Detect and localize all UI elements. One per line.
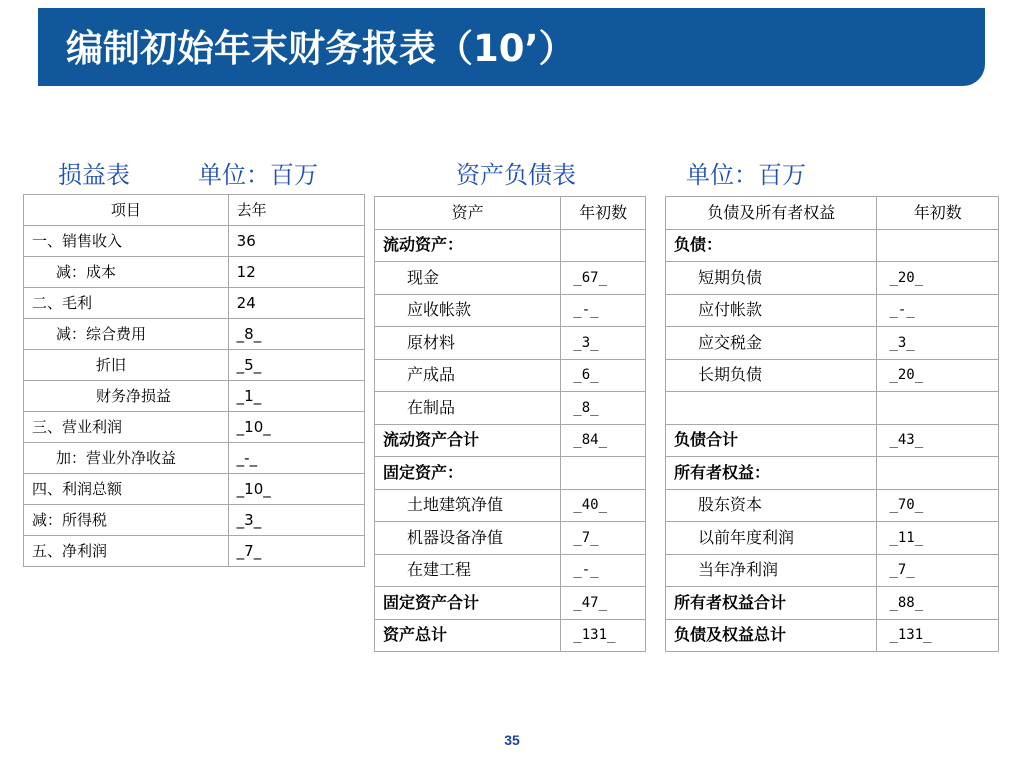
- table-header-row: [24, 195, 365, 226]
- row-label: 长期负债: [666, 359, 877, 392]
- row-label: 在建工程: [375, 554, 561, 587]
- row-label: 短期负债: [666, 262, 877, 295]
- table-row: [375, 262, 646, 295]
- row-label: 产成品: [375, 359, 561, 392]
- table-row: [666, 392, 999, 425]
- table-row: [24, 257, 365, 288]
- table-row: [666, 587, 999, 620]
- table-row: [666, 554, 999, 587]
- row-label: 所有者权益：: [666, 457, 877, 490]
- row-value: [877, 229, 999, 262]
- row-value: _131_: [561, 619, 646, 652]
- row-value: [561, 457, 646, 490]
- table-row: [375, 294, 646, 327]
- column-header: 负债及所有者权益: [666, 197, 877, 230]
- table-row: [24, 381, 365, 412]
- income-table: [23, 194, 365, 567]
- row-label: 加：营业外净收益: [24, 443, 229, 474]
- table-row: [24, 226, 365, 257]
- table-row: [375, 587, 646, 620]
- row-label: 资产总计: [375, 619, 561, 652]
- row-value: [877, 392, 999, 425]
- table-row: [375, 457, 646, 490]
- row-label: 在制品: [375, 392, 561, 425]
- table-row: [666, 229, 999, 262]
- row-value: _-_: [877, 294, 999, 327]
- table-row: [24, 350, 365, 381]
- row-value: _20_: [877, 359, 999, 392]
- row-value: _8_: [561, 392, 646, 425]
- row-label: 四、利润总额: [24, 474, 229, 505]
- table-row: [666, 327, 999, 360]
- row-label: 股东资本: [666, 489, 877, 522]
- table-row: [666, 359, 999, 392]
- table-row: [666, 262, 999, 295]
- table-row: [375, 554, 646, 587]
- row-value: 12: [228, 257, 364, 288]
- balance-unit: 单位：百万: [686, 161, 806, 189]
- row-label: 折旧: [24, 350, 229, 381]
- row-value: _6_: [561, 359, 646, 392]
- row-value: _3_: [877, 327, 999, 360]
- column-header: 去年: [228, 195, 364, 226]
- table-row: [24, 319, 365, 350]
- row-value: 24: [228, 288, 364, 319]
- row-value: _67_: [561, 262, 646, 295]
- row-label: 原材料: [375, 327, 561, 360]
- row-value: 36: [228, 226, 364, 257]
- table-row: [24, 412, 365, 443]
- row-label: 财务净损益: [24, 381, 229, 412]
- row-value: _84_: [561, 424, 646, 457]
- column-header: 年初数: [877, 197, 999, 230]
- table-row: [666, 424, 999, 457]
- row-label: 负债：: [666, 229, 877, 262]
- row-value: _3_: [228, 505, 364, 536]
- table-row: [375, 359, 646, 392]
- row-label: 负债合计: [666, 424, 877, 457]
- row-value: _7_: [877, 554, 999, 587]
- table-row: [375, 327, 646, 360]
- table-row: [666, 294, 999, 327]
- table-row: [375, 489, 646, 522]
- row-label: 减：成本: [24, 257, 229, 288]
- page-number: 35: [504, 732, 520, 748]
- row-value: _7_: [228, 536, 364, 567]
- table-row: [375, 619, 646, 652]
- row-value: _-_: [561, 554, 646, 587]
- table-row: [666, 619, 999, 652]
- row-value: _3_: [561, 327, 646, 360]
- row-label: 现金: [375, 262, 561, 295]
- table-header-row: [375, 197, 646, 230]
- row-label: 机器设备净值: [375, 522, 561, 555]
- row-label: 固定资产合计: [375, 587, 561, 620]
- column-header: 资产: [375, 197, 561, 230]
- table-row: [24, 505, 365, 536]
- row-value: _5_: [228, 350, 364, 381]
- row-value: _-_: [228, 443, 364, 474]
- balance-heading: 资产负债表: [456, 161, 576, 189]
- row-label: 三、营业利润: [24, 412, 229, 443]
- row-label: 流动资产：: [375, 229, 561, 262]
- table-row: [24, 443, 365, 474]
- row-value: _11_: [877, 522, 999, 555]
- column-header: 项目: [24, 195, 229, 226]
- row-value: _8_: [228, 319, 364, 350]
- row-label: 以前年度利润: [666, 522, 877, 555]
- row-label: 减：所得税: [24, 505, 229, 536]
- table-row: [375, 522, 646, 555]
- table-row: [24, 536, 365, 567]
- column-header: 年初数: [561, 197, 646, 230]
- row-label: 应付帐款: [666, 294, 877, 327]
- table-row: [375, 392, 646, 425]
- table-row: [24, 288, 365, 319]
- title-bar: [38, 8, 985, 86]
- liabilities-table: [665, 196, 999, 652]
- row-value: _88_: [877, 587, 999, 620]
- row-value: _47_: [561, 587, 646, 620]
- row-value: _70_: [877, 489, 999, 522]
- row-value: _40_: [561, 489, 646, 522]
- row-label: 应收帐款: [375, 294, 561, 327]
- row-value: _1_: [228, 381, 364, 412]
- row-label: 流动资产合计: [375, 424, 561, 457]
- table-row: [666, 489, 999, 522]
- table-row: [375, 229, 646, 262]
- income-unit: 单位：百万: [198, 161, 318, 189]
- row-label: 固定资产：: [375, 457, 561, 490]
- row-label: 五、净利润: [24, 536, 229, 567]
- row-label: 二、毛利: [24, 288, 229, 319]
- table-row: [24, 474, 365, 505]
- row-value: _10_: [228, 474, 364, 505]
- row-label: 当年净利润: [666, 554, 877, 587]
- table-row: [666, 522, 999, 555]
- row-value: _43_: [877, 424, 999, 457]
- row-value: [877, 457, 999, 490]
- income-heading: 损益表: [58, 161, 130, 189]
- row-label: [666, 392, 877, 425]
- table-row: [375, 424, 646, 457]
- row-value: _131_: [877, 619, 999, 652]
- row-label: 减：综合费用: [24, 319, 229, 350]
- row-value: [561, 229, 646, 262]
- row-label: 土地建筑净值: [375, 489, 561, 522]
- row-label: 负债及权益总计: [666, 619, 877, 652]
- table-row: [666, 457, 999, 490]
- row-label: 一、销售收入: [24, 226, 229, 257]
- row-label: 应交税金: [666, 327, 877, 360]
- page-title: 编制初始年末财务报表（10’）: [66, 27, 576, 70]
- row-label: 所有者权益合计: [666, 587, 877, 620]
- row-value: _7_: [561, 522, 646, 555]
- assets-table: [374, 196, 646, 652]
- row-value: _20_: [877, 262, 999, 295]
- row-value: _10_: [228, 412, 364, 443]
- row-value: _-_: [561, 294, 646, 327]
- table-header-row: [666, 197, 999, 230]
